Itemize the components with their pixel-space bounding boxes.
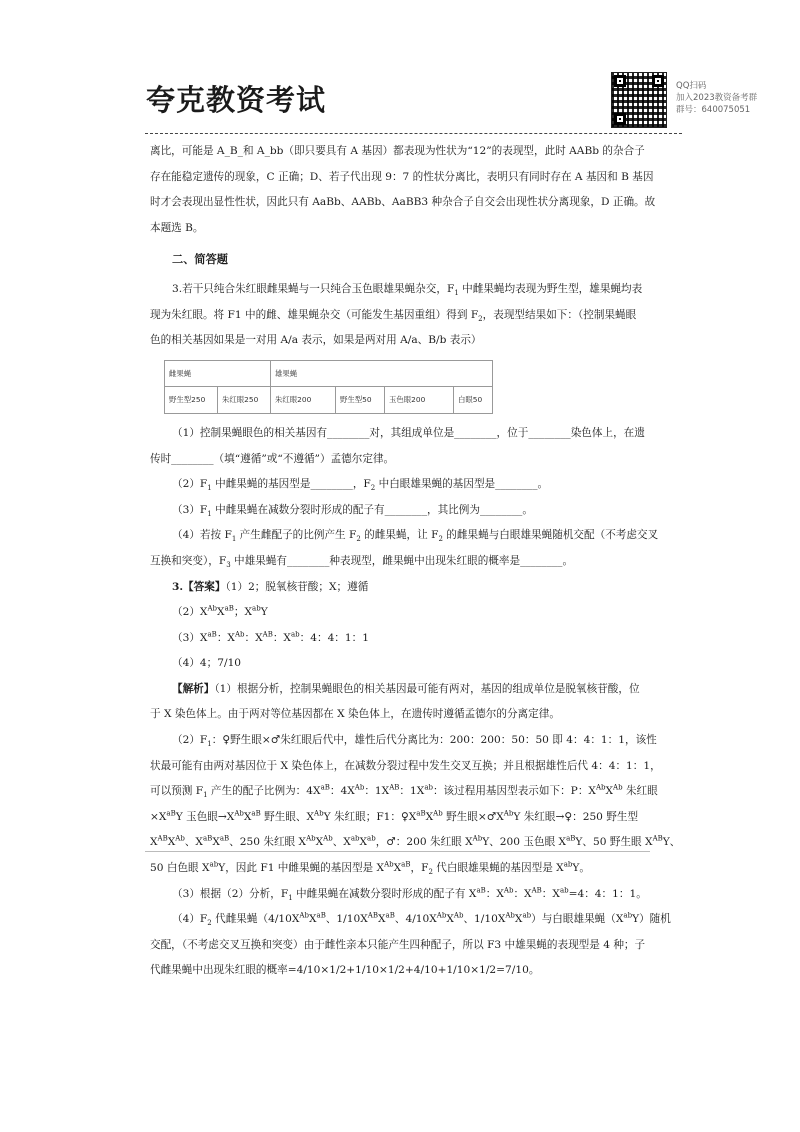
analysis-line: $(4)F_2$ 代雌果蝇（$4/10X^{Ab}X^{aB}$、$1/10X^{AB}X^{aB}$、$4/10X^{Ab}X^{Ab}$、$1/10X^{Ab}X^{ab}$）与白眼雄果蝇$(X^{ab}Y)$随机 [172, 911, 671, 928]
analysis-line: 代雌果蝇中出现朱红眼的概率=4/10×1/2+1/10×1/2+4/10+1/10×1/2=7/10。 [150, 964, 540, 977]
qr-caption-line: QQ扫码 [676, 81, 707, 91]
question-item: （1）控制果蝇眼色的相关基因有________对，其组成单位是________，位于________染色体上，在遗 [172, 426, 645, 439]
analysis-line: 于 X 染色体上。由于两对等位基因都在 X 染色体上，在遗传时遵循孟德尔的分离定律。 [150, 708, 560, 721]
analysis-line: 可以预测 $F_1$ 产生的配子比例为：$4X^{aB}$：$4X^{Ab}$：$1X^{AB}$：$1X^{ab}$：该过程用基因型表示如下：P：$X^{Ab}X^{Ab}$ 朱红眼 [150, 783, 658, 800]
question-item: 互换和突变），$F_3$ 中雄果蝇有________种表现型，雌果蝇中出现朱红眼的概率是________。 [150, 554, 574, 570]
analysis-line: $X^{AB}X^{Ab}$、$X^{aB}X^{aB}$、250 朱红眼 $X^{Ab}X^{Ab}$、$X^{ab}X^{ab}$，♂：200 朱红眼 $X^{Ab}Y$、200 玉色眼 $X^{aB}Y$、50 野生眼 $X^{AB}Y$、 [150, 834, 681, 849]
question-item: $(3)F_1$ 中雌果蝇在减数分裂时形成的配子有________，其比例为________。 [172, 503, 533, 518]
analysis-line: 交配，（不考虑交叉互换和突变）由于雌性亲本只能产生四种配子，所以 F3 中雄果蝇的表现型是 4 种；子 [150, 938, 646, 951]
qr-code-icon[interactable] [611, 72, 667, 128]
table-header: 雌果蝇 [165, 360, 271, 387]
footer-divider [145, 851, 650, 852]
table-header: 雄果蝇 [271, 360, 493, 387]
table-cell: 白眼50 [454, 387, 493, 414]
table-cell: 朱红眼250 [218, 387, 271, 414]
qr-caption [676, 80, 757, 116]
intro-line: 离比，可能是 A_B_和 A_bb（即只要具有 A 基因）都表现为性状为“12”的表现型，此时 AABb 的杂合子 [150, 145, 645, 157]
analysis-line: $\times X^{aB}Y$ 玉色眼$\to X^{Ab}X^{aB}$ 野生眼、$X^{Ab}Y$ 朱红眼；F1：$♀X^{aB}X^{Ab}$ 野生眼$\times♂X^{Ab}Y$ 朱红眼→♀：250 野生型 [150, 809, 639, 823]
analysis-line: 50 白色眼 $X^{ab}Y$，因此 F1 中雌果蝇的基因型是 $X^{Ab}X^{aB}$，$F_2$ 代白眼雄果蝇的基因型是 $X^{ab}Y$。 [150, 860, 590, 877]
answer-line: $(3)X^{aB}$：$X^{Ab}$：$X^{AB}$：$X^{ab}$：4：4：1：1 [172, 630, 369, 644]
qr-caption-line: 群号：640075051 [676, 105, 751, 115]
intro-line: 时才会表现出显性性状，因此只有 AaBb、AABb、AaBB3 种杂合子自交会出现性状分离现象，D 正确。故 [150, 196, 656, 209]
analysis-line: $(2)F_1$：♀野生眼×♂朱红眼后代中，雄性后代分离比为：200：200：50：50 即 4：4：1：1，该性 [172, 734, 657, 749]
section-title: 二、简答题 [172, 253, 228, 267]
intro-line: 本题选 B。 [150, 221, 204, 234]
question-line: 3.若干只纯合朱红眼雌果蝇与一只纯合玉色眼雄果蝇杂交，$F_1$ 中雌果蝇均表现为野生型，雄果蝇均表 [172, 282, 643, 298]
question-item: （4）若按 $F_1$ 产生雌配子的比例产生 $F_2$ 的雌果蝇，让 $F_2$ 的雌果蝇与白眼雄果蝇随机交配（不考虑交叉 [172, 529, 659, 544]
table-cell: 野生型250 [165, 387, 218, 414]
table-cell: 朱红眼200 [271, 387, 336, 414]
header-divider [145, 133, 682, 134]
table-cell: 玉色眼200 [385, 387, 454, 414]
answer-line: （4）4；7/10 [172, 657, 242, 670]
analysis-line: 状最可能有由两对基因位于 X 染色体上，在减数分裂过程中发生交叉互换；并且根据雄性后代 4：4：1：1， [150, 759, 661, 772]
analysis-line: 【解析】（1）根据分析，控制果蝇眼色的相关基因最可能有两对，基因的组成单位是脱氧核苷酸，位 [172, 682, 640, 695]
question-item: $(2)F_1$ 中雌果蝇的基因型是________，$F_2$ 中白眼雄果蝇的基因型是________。 [172, 478, 549, 493]
brand-logo: 夸克教资考试 [146, 83, 327, 117]
document-body [150, 139, 681, 984]
qr-caption-line: 加入2023教资备考群 [676, 93, 758, 103]
question-item: 传时________（填“遵循”或“不遵循”）孟德尔定律。 [150, 452, 395, 465]
answer-line: $(2)X^{Ab}X^{aB}$；$X^{ab}Y$ [172, 604, 268, 619]
answer-line: 3.【答案】（1）2；脱氧核苷酸；X；遵循 [172, 580, 369, 593]
question-line: 现为朱红眼。将 F1 中的雌、雄果蝇杂交（可能发生基因重组）得到 $F_2$，表现型结果如下：（控制果蝇眼 [150, 308, 637, 323]
intro-line: 存在能稳定遗传的现象，C 正确；D、若子代出现 9：7 的性状分离比，表明只有同时存在 A 基因和 B 基因 [150, 170, 654, 183]
analysis-line: （3）根据（2）分析，$F_1$ 中雌果蝇在减数分裂时形成的配子有 $X^{aB}$：$X^{Ab}$：$X^{AB}$：$X^{ab}=4$：4：1：1。 [172, 886, 647, 902]
table-cell: 野生型50 [336, 387, 385, 414]
results-table [164, 360, 493, 414]
question-line: 色的相关基因如果是一对用 A/a 表示，如果是两对用 A/a、B/b 表示） [150, 334, 482, 347]
